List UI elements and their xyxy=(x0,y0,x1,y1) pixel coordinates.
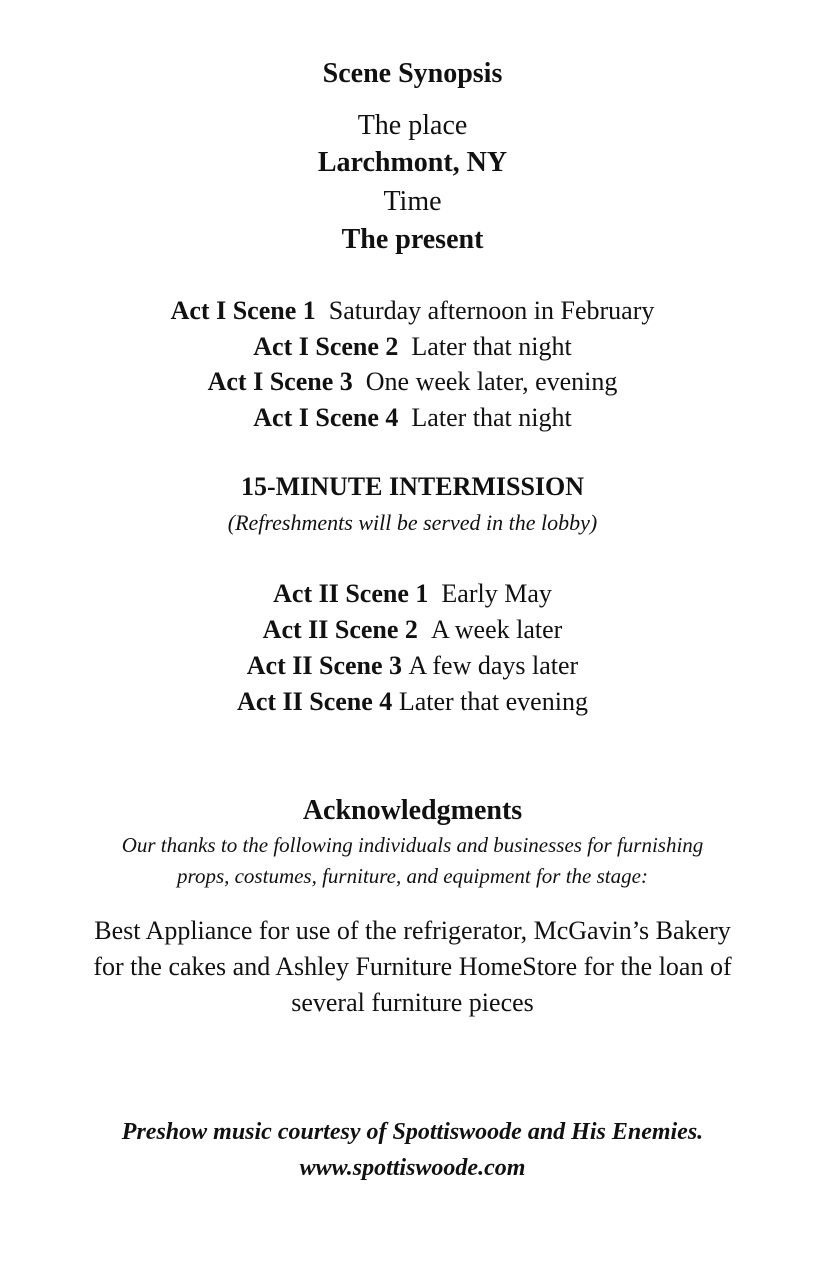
preshow-music-credit: Preshow music courtesy of Spottiswoode and His Enemies. xyxy=(121,1119,704,1145)
acknowledgments-intro-1: Our thanks to the following individuals and businesses for furnishing xyxy=(121,833,704,857)
place-label: The place xyxy=(357,110,468,141)
scene-desc: Later that night xyxy=(411,332,572,361)
act2-scene3 xyxy=(0,653,825,679)
website-link[interactable]: www.spottiswoode.com xyxy=(299,1155,526,1181)
acknowledgments-intro-2: props, costumes, furniture, and equipment for the stage: xyxy=(177,864,648,888)
scene-desc: A week later xyxy=(430,615,563,644)
acknowledgments-title: Acknowledgments xyxy=(302,795,523,826)
act1-scene1 xyxy=(0,298,825,324)
time-label: Time xyxy=(383,186,442,217)
time-value: The present xyxy=(341,224,484,255)
scene-desc: Saturday afternoon in February xyxy=(328,296,655,325)
scene-label: Act II Scene 3 xyxy=(246,651,403,680)
scene-desc: One week later, evening xyxy=(365,367,618,396)
scene-label: Act II Scene 1 xyxy=(273,579,429,608)
intermission-title: 15-MINUTE INTERMISSION xyxy=(240,472,585,501)
act2-scene1 xyxy=(0,581,825,607)
scene-label: Act II Scene 4 xyxy=(237,687,393,716)
act1-scene4 xyxy=(0,405,825,431)
act2-scene4 xyxy=(0,689,825,715)
intermission-note: (Refreshments will be served in the lobby) xyxy=(227,510,598,535)
scene-label: Act I Scene 1 xyxy=(170,296,316,325)
acknowledgments-body-3: several furniture pieces xyxy=(291,988,534,1017)
scene-label: Act I Scene 3 xyxy=(207,367,353,396)
scene-label: Act I Scene 2 xyxy=(253,332,399,361)
act1-scene3 xyxy=(0,369,825,395)
scene-label: Act I Scene 4 xyxy=(253,403,399,432)
place-value: Larchmont, NY xyxy=(317,147,508,178)
act1-scene2 xyxy=(0,334,825,360)
scene-label: Act II Scene 2 xyxy=(262,615,418,644)
scene-desc: A few days later xyxy=(408,651,579,680)
act2-scene2 xyxy=(0,617,825,643)
scene-desc: Later that night xyxy=(411,403,572,432)
scene-desc: Early May xyxy=(441,579,552,608)
scene-desc: Later that evening xyxy=(398,687,588,716)
acknowledgments-body-2: for the cakes and Ashley Furniture HomeStore for the loan of xyxy=(93,952,732,981)
acknowledgments-body-1: Best Appliance for use of the refrigerator, McGavin’s Bakery xyxy=(94,916,731,945)
synopsis-title: Scene Synopsis xyxy=(322,58,503,89)
